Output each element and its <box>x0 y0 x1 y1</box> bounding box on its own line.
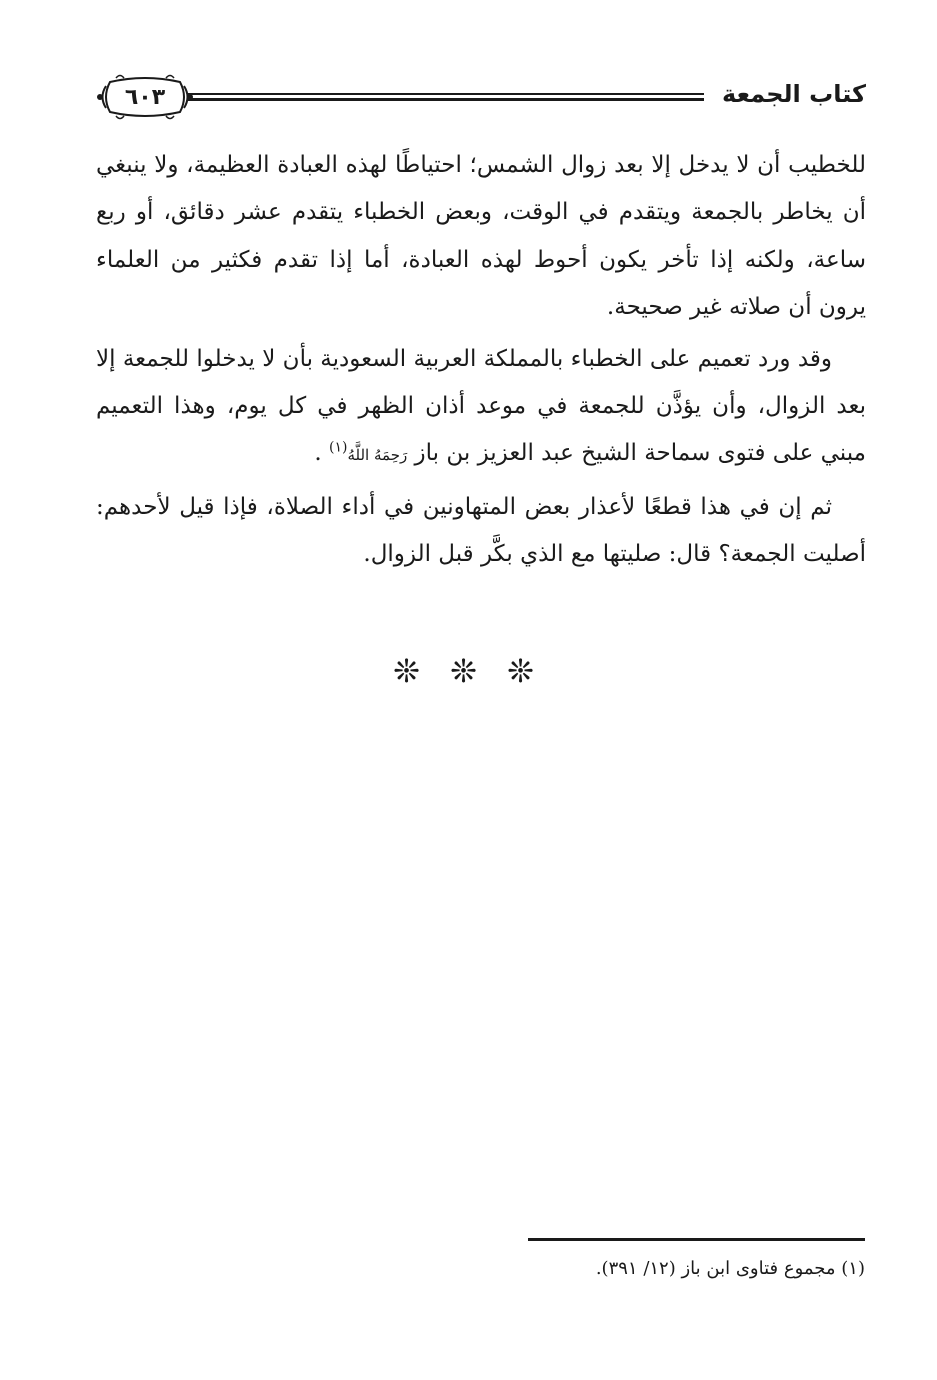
paragraph-2 <box>96 336 866 480</box>
section-separator: ❊ ❊ ❊ <box>393 652 544 690</box>
body-text <box>96 142 866 583</box>
footnote-reference: (١) <box>329 439 348 456</box>
page-number-ornament <box>96 72 194 122</box>
paragraph-2-end: . <box>314 440 322 467</box>
paragraph-3: ثم إن في هذا قطعًا لأعذار بعض المتهاونين في أداء الصلاة، فإذا قيل لأحدهم: أصليت الجمعة؟ قال: صليتها مع الذي بكَّر قبل الزوال. <box>96 493 866 568</box>
page-number: ٦٠٣ <box>124 85 166 110</box>
honorific-phrase: رَحِمَهُ اللَّهُ <box>347 446 408 465</box>
header-divider <box>188 93 704 102</box>
paragraph-1: للخطيب أن لا يدخل إلا بعد زوال الشمس؛ احتياطًا لهذه العبادة العظيمة، ولا ينبغي أن يخاطر بالجمعة ويتقدم في الوقت، وبعض الخطباء يتقدم عشر دقائق، أو ربع ساعة، ولكنه إذا تأخر يكون أحوط لهذه العبادة، أما إذا تقدم فكثير من العلماء يرون أن صلاته غير صحيحة. <box>96 152 866 321</box>
page-header <box>96 72 866 124</box>
paragraph-2-text: وقد ورد تعميم على الخطباء بالمملكة العربية السعودية بأن لا يدخلوا للجمعة إلا بعد الزوال، وأن يؤذَّن للجمعة في موعد أذان الظهر في كل يوم، وهذا التعميم مبني على فتوى سماحة الشيخ عبد العزيز بن باز <box>96 345 866 467</box>
footnote-divider <box>528 1238 865 1241</box>
header-title: كتاب الجمعة <box>722 80 866 108</box>
footnote: (١) مجموع فتاوى ابن باز (١٢/ ٣٩١). <box>595 1258 865 1279</box>
